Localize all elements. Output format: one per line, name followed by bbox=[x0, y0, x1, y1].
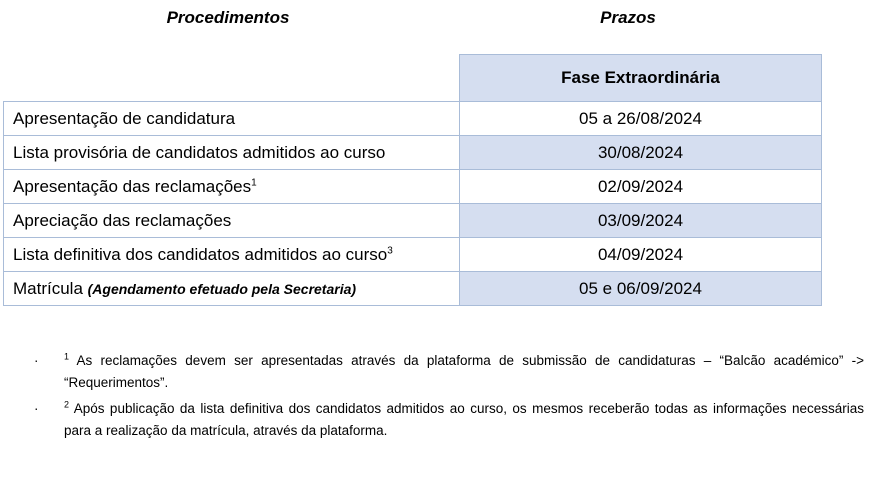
date-cell: 05 a 26/08/2024 bbox=[460, 102, 822, 136]
bullet-icon: · bbox=[34, 353, 39, 368]
procedure-text: Apresentação das reclamações bbox=[13, 176, 252, 196]
date-cell: 30/08/2024 bbox=[460, 136, 822, 170]
procedure-text: Matrícula bbox=[13, 278, 88, 298]
deadlines-heading: Prazos bbox=[600, 8, 656, 27]
table-row bbox=[4, 102, 822, 136]
procedure-text: Apreciação das reclamações bbox=[13, 210, 232, 230]
procedure-text: Apresentação de candidatura bbox=[13, 108, 236, 128]
date-cell: 02/09/2024 bbox=[460, 170, 822, 204]
date-cell: 03/09/2024 bbox=[460, 204, 822, 238]
footnote-text: Após publicação da lista definitiva dos candidatos admitidos ao curso, os mesmos receberão todas as informações necessárias para a realização da matrícula, através da plataforma. bbox=[64, 401, 864, 438]
bullet-icon: · bbox=[34, 401, 39, 416]
procedure-cell bbox=[4, 102, 460, 136]
empty-header-cell bbox=[4, 55, 460, 102]
date-cell: 05 e 06/09/2024 bbox=[460, 272, 822, 306]
procedure-cell bbox=[4, 204, 460, 238]
procedure-cell bbox=[4, 238, 460, 272]
footnote-number: 1 bbox=[64, 351, 70, 362]
table-row bbox=[4, 136, 822, 170]
procedure-cell bbox=[4, 272, 460, 306]
footnote-ref: 1 bbox=[251, 176, 257, 188]
procedure-note: (Agendamento efetuado pela Secretaria) bbox=[87, 280, 357, 297]
procedure-cell bbox=[4, 170, 460, 204]
footnote-number: 2 bbox=[64, 399, 70, 410]
phase-header-cell: Fase Extraordinária bbox=[460, 55, 822, 102]
footnote bbox=[34, 350, 864, 394]
procedures-heading: Procedimentos bbox=[166, 8, 290, 27]
table-header-row bbox=[4, 55, 822, 102]
table-row bbox=[4, 238, 822, 272]
date-cell: 04/09/2024 bbox=[460, 238, 822, 272]
procedure-cell bbox=[4, 136, 460, 170]
procedure-text: Lista provisória de candidatos admitidos ao curso bbox=[13, 142, 386, 162]
procedure-text: Lista definitiva dos candidatos admitidos ao curso bbox=[13, 244, 388, 264]
footnote-ref: 3 bbox=[387, 244, 393, 256]
table-row bbox=[4, 204, 822, 238]
footnote bbox=[34, 398, 864, 442]
table-row bbox=[4, 272, 822, 306]
footnotes bbox=[34, 350, 864, 446]
table-row bbox=[4, 170, 822, 204]
schedule-table bbox=[3, 54, 822, 306]
footnote-text: As reclamações devem ser apresentadas através da plataforma de submissão de candidaturas – “Balcão académico” -> “Requerimentos”. bbox=[64, 353, 864, 390]
